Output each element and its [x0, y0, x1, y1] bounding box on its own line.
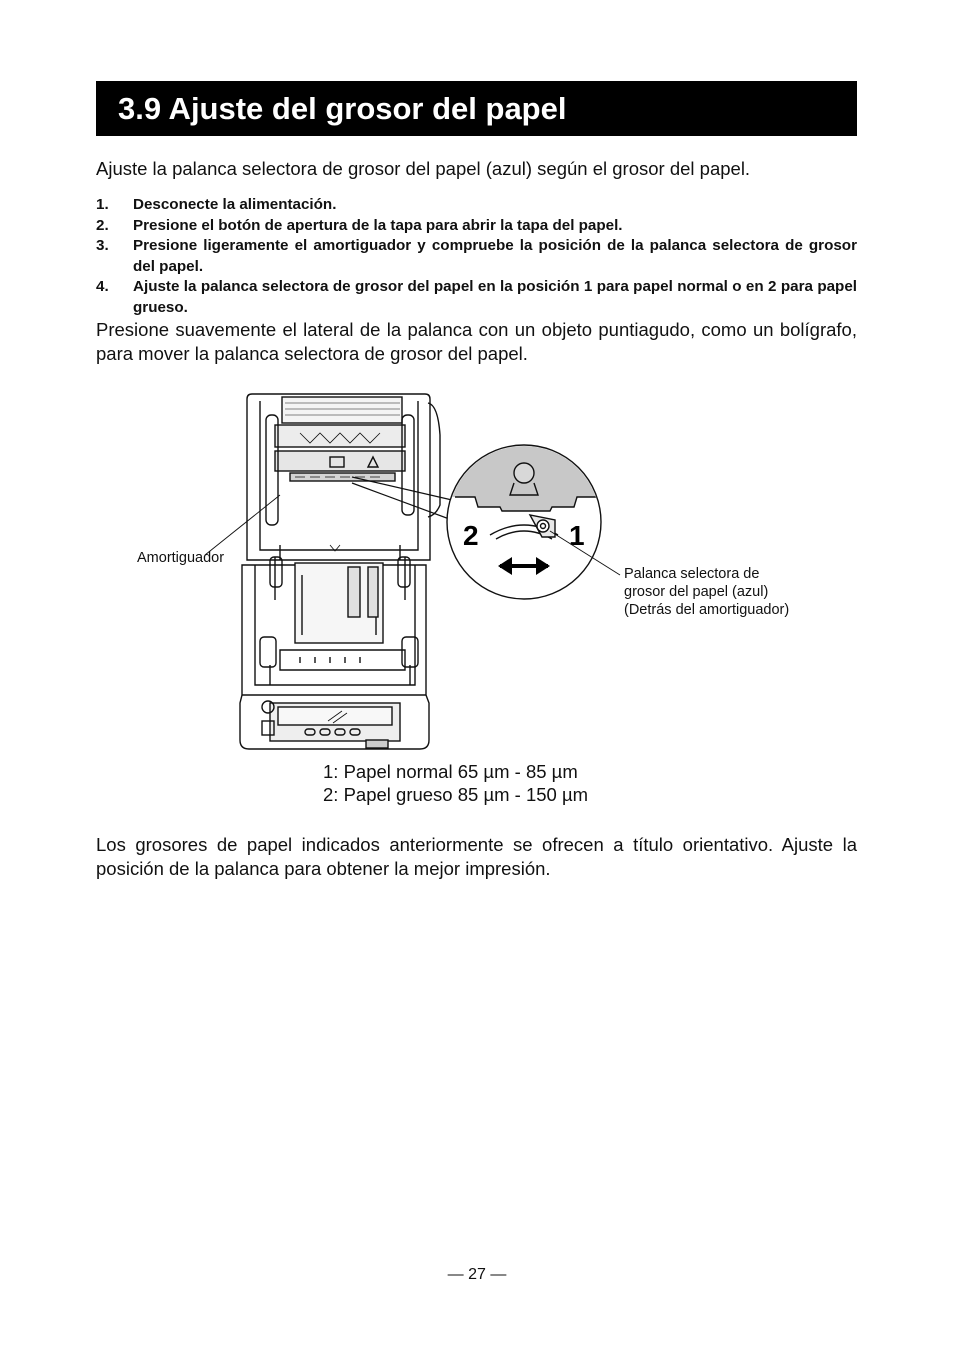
magnified-lever-view	[430, 445, 630, 599]
step-item: 2. Presione el botón de apertura de la tapa para abrir la tapa del papel.	[96, 216, 623, 234]
step-item: 1. Desconecte la alimentación.	[96, 196, 337, 213]
step-item: 4. Ajuste la palanca selectora de grosor del papel en la posición 1 para papel normal o en 2 para papel grueso.	[96, 278, 857, 316]
spec-normal: 1: Papel normal 65 µm - 85 µm	[323, 761, 578, 782]
section-title-bar	[96, 81, 857, 136]
steps-list	[96, 195, 857, 318]
lever-label: Palanca selectora de grosor del papel (azul) (Detrás del amortiguador)	[624, 566, 790, 618]
position-2-label: 2	[463, 520, 479, 551]
position-1-label: 1	[569, 520, 585, 551]
instruction-text: Presione suavemente el lateral de la palanca con un objeto puntiagudo, como un bolígrafo, para mover la palanca selectora de grosor del papel.	[96, 319, 857, 364]
page-number: — 27 —	[447, 1266, 507, 1283]
damper-label: Amortiguador	[137, 550, 225, 566]
step-item: 3. Presione ligeramente el amortiguador y compruebe la posición de la palanca selectora de grosor del papel.	[96, 237, 857, 275]
section-title: 3.9 Ajuste del grosor del papel	[118, 91, 567, 126]
intro-text: Ajuste la palanca selectora de grosor del papel (azul) según el grosor del papel.	[96, 158, 751, 179]
note-text: Los grosores de papel indicados anteriormente se ofrecen a título orientativo. Ajuste la posición de la palanca para obtener la mejor impresión.	[96, 834, 857, 879]
spec-thick: 2: Papel grueso 85 µm - 150 µm	[323, 784, 589, 805]
paper-thickness-specs	[323, 760, 588, 806]
